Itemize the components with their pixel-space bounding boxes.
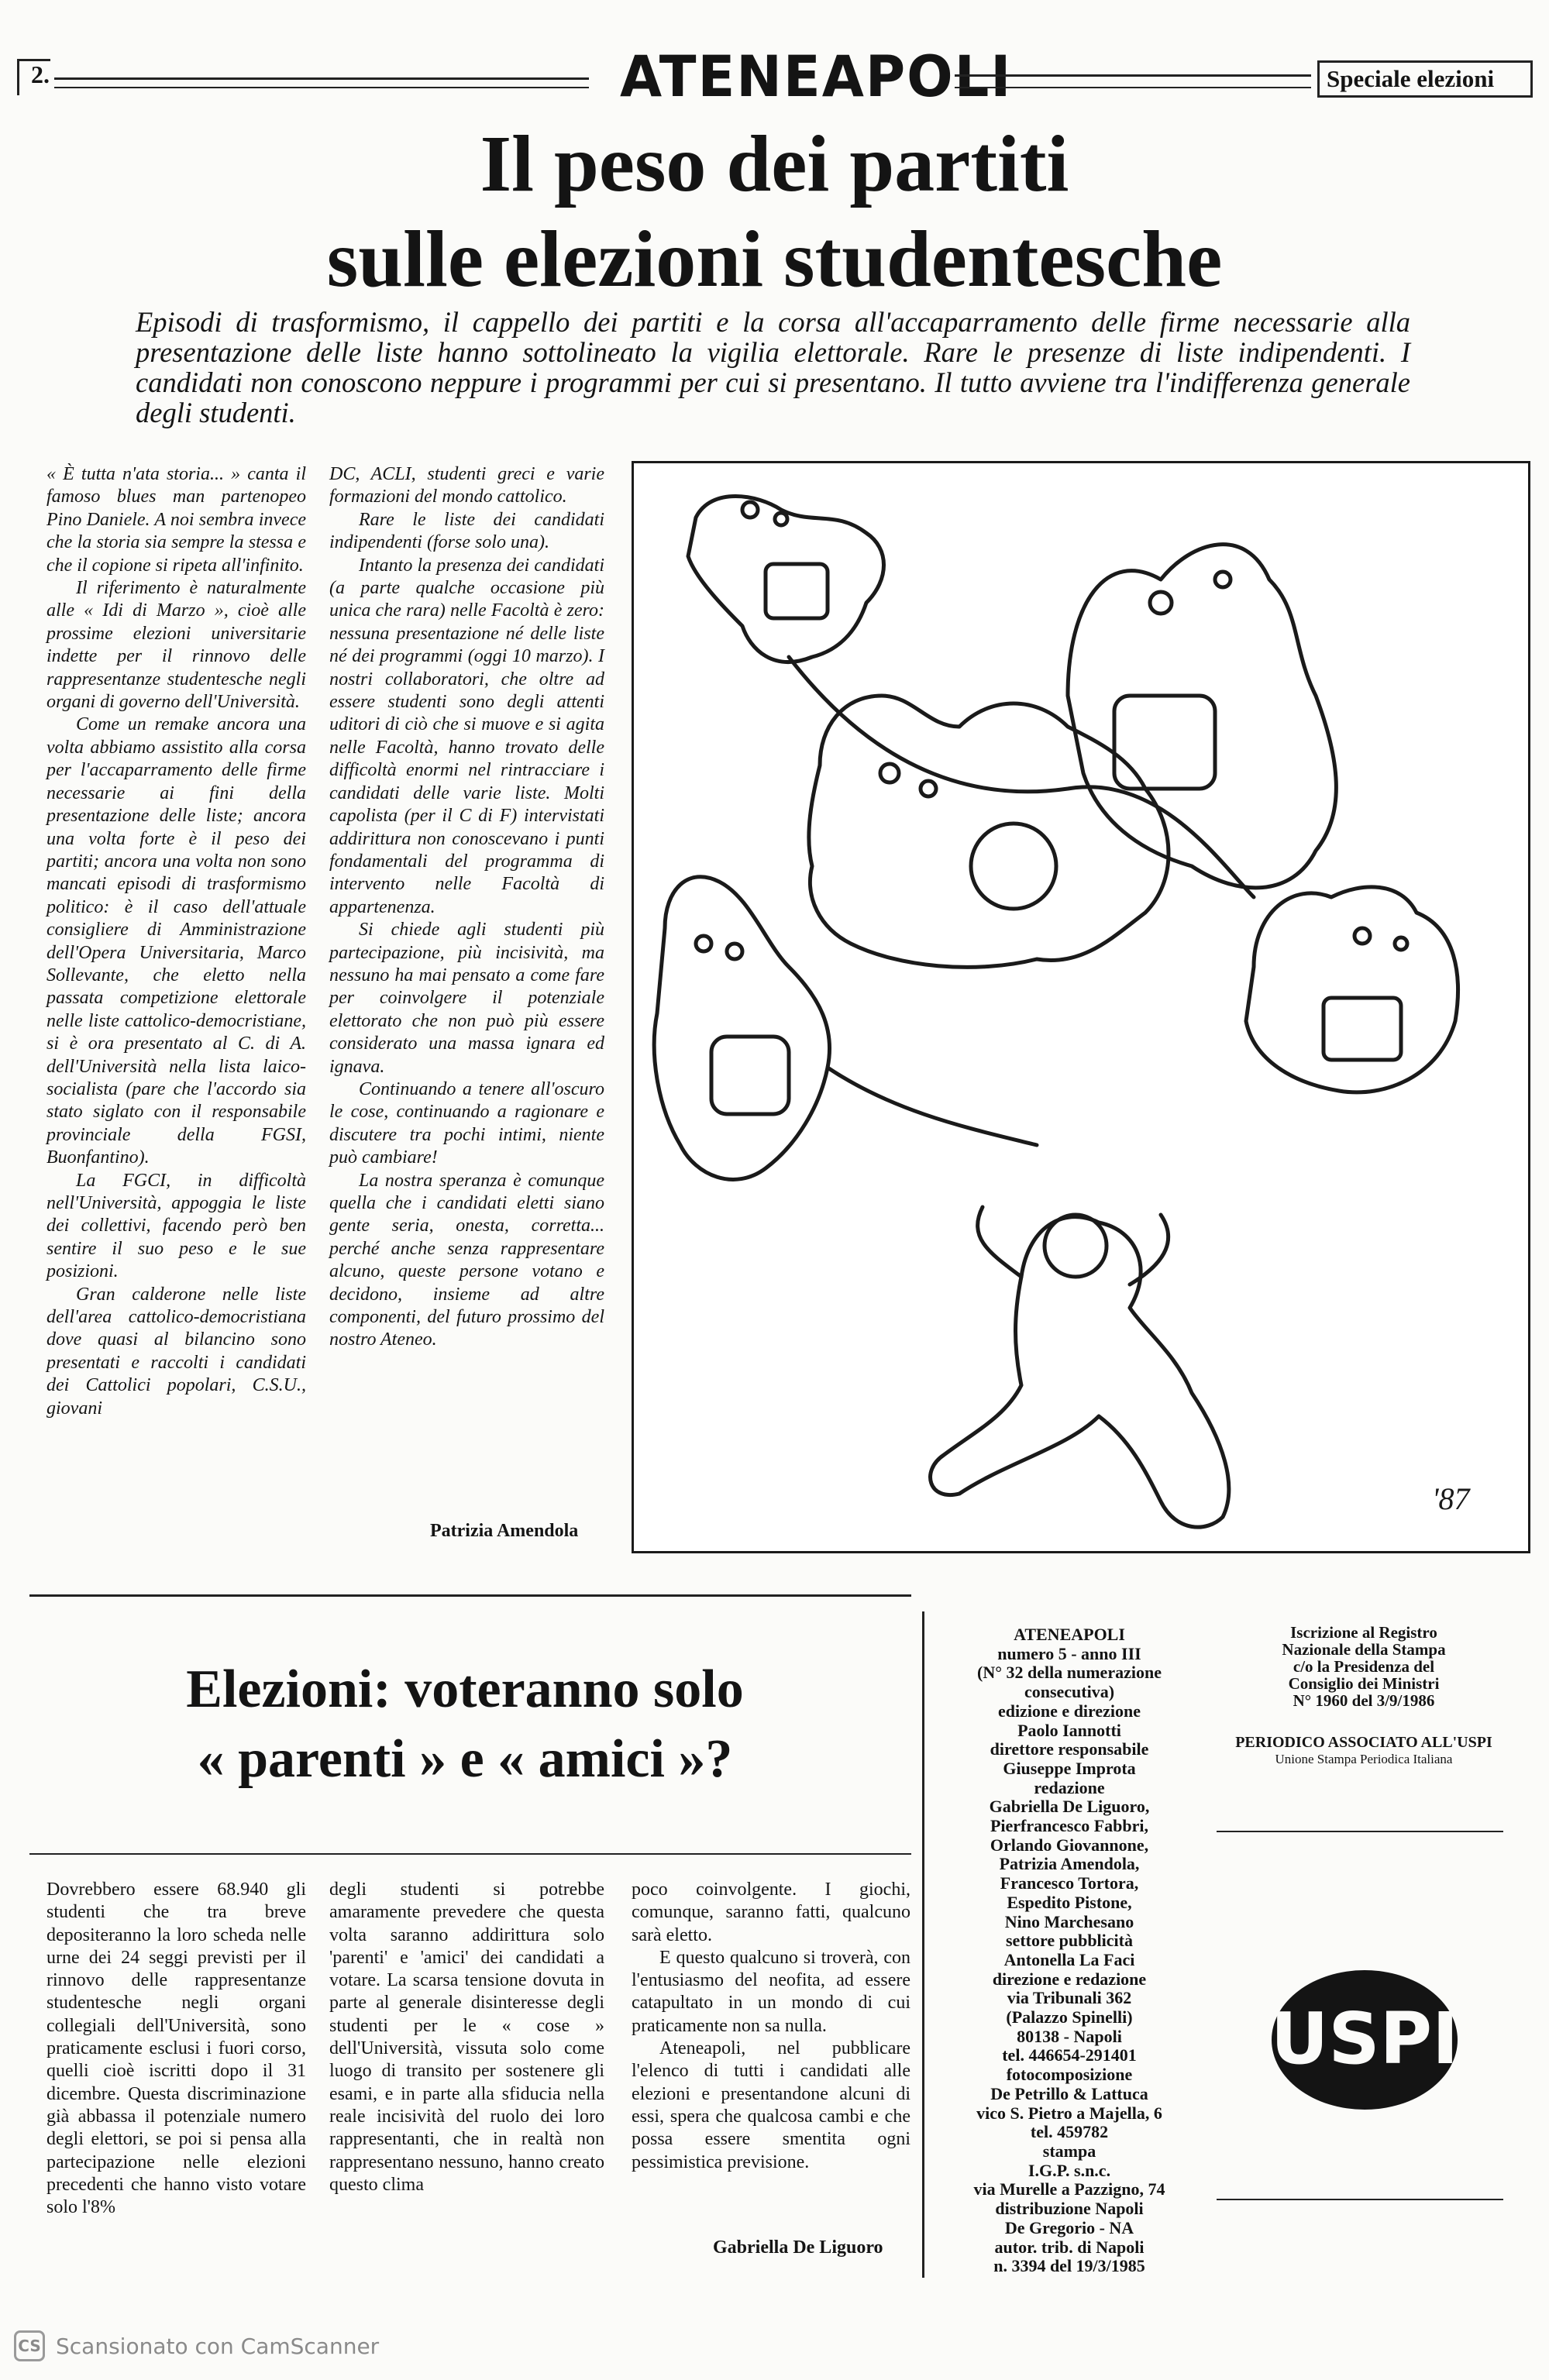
running-man-figure (931, 1217, 1229, 1527)
article2-byline: Gabriella De Liguoro (713, 2237, 883, 2258)
masthead-rule-left-2 (54, 87, 589, 88)
colophon-line: I.G.P. s.n.c. (1028, 2160, 1111, 2180)
article1-byline: Patrizia Amendola (430, 1521, 579, 1541)
colophon-line: settore pubblicità (1006, 1931, 1133, 1951)
colophon-line: Giuseppe Improta (1003, 1758, 1136, 1778)
registration-line: Nazionale della Stampa (1282, 1640, 1446, 1659)
camscanner-icon: CS (14, 2330, 45, 2361)
paragraph: Il riferimento è naturalmente alle « Idi di Marzo », cioè alle prossime elezioni universitarie indette per il rinnovo delle rappresentanze studentesche negli organi di governo dell'Università. (46, 578, 306, 713)
ghost-shape (1068, 545, 1336, 888)
colophon-line: distribuzione Napoli (995, 2199, 1144, 2219)
paragraph: La nostra speranza è comunque quella che i candidati eletti siano gente seria, onesta, corretta... perché anche senza rappresentare alcuno, queste persone votano e decidono, insieme ad altre componenti, del futuro prossimo del nostro Ateneo. (329, 1170, 604, 1350)
uspi-logo (1268, 1966, 1461, 2113)
paragraph: Come un remake ancora una volta abbiamo assistito alla corsa per l'accaparramento delle firme necessarie ai fini della presentazione delle liste; ancora una volta forte è il peso dei partiti; ancora una volta non sono mancati episodi di trasformismo politico: è il caso dell'attuale consigliere di Amministrazione dell'Opera Universitaria, Marco Sollevante, che eletto nella passata competizione elettorale nelle liste cattolico-democristiane, si è ora presentato al C. di A. dell'Università nella lista laico-socialista (pare che l'accordo sia stato siglato con il responsabile provinciale della FGSI, Buonfantino). (46, 714, 306, 1168)
article2-rule (29, 1853, 911, 1855)
colophon-line: Patrizia Amendola, (999, 1854, 1140, 1874)
registration-line: c/o la Presidenza del (1293, 1657, 1435, 1676)
colophon-line: redazione (1034, 1777, 1105, 1797)
colophon-line: 80138 - Napoli (1017, 2026, 1122, 2046)
article2-column-1 (46, 1879, 306, 2219)
right-rule-1 (1217, 1831, 1503, 1832)
paragraph: Rare le liste dei candidati indipendenti (forse solo una). (329, 509, 604, 553)
colophon-divider (922, 1611, 924, 2278)
colophon-line: fotocomposizione (1006, 2065, 1133, 2085)
article1-column-2 (329, 463, 604, 1352)
masthead-logo: ATENEAPOLI (620, 43, 1013, 111)
masthead-rule-right (955, 74, 1311, 77)
colophon-line: consecutiva) (1024, 1682, 1115, 1702)
colophon-line: De Gregorio - NA (1004, 2217, 1134, 2237)
ghost-shape (654, 877, 829, 1180)
registration-line: Consiglio dei Ministri (1288, 1674, 1440, 1693)
paragraph: Intanto la presenza dei candidati (a parte qualche occasione più unica che rara) nelle Facoltà è zero: nessuna presentazione né delle liste né dei programmi (oggi 10 marzo). I nostri collaboratori, che oltre ad essere studenti sono degli attenti uditori di ciò che si muove e si agita nelle Facoltà, hanno trovato delle difficoltà enormi nel rintracciare i candidati delle varie liste. Molti capolista (per il C di F) intervistati addirittura non conoscevano i punti fondamentali del programma di intervento nelle Facoltà di appartenenza. (329, 555, 604, 917)
uspi-association-sub: Unione Stampa Periodica Italiana (1275, 1752, 1453, 1766)
colophon-line: Nino Marchesano (1004, 1911, 1134, 1931)
paragraph: DC, ACLI, studenti greci e varie formazioni del mondo cattolico. (329, 464, 604, 507)
paragraph: Gran calderone nelle liste dell'area cattolico-democristiana dove quasi al bilancino sono presentati e raccolti i candidati dei Cattolici popolari, C.S.U., giovani (46, 1284, 306, 1419)
masthead-rule-right-2 (955, 87, 1311, 88)
colophon-line: direzione e redazione (992, 1969, 1147, 1989)
article2-column-2 (329, 1879, 604, 2196)
article1-column-1 (46, 463, 306, 1420)
colophon-line: Orlando Giovannone, (990, 1835, 1149, 1855)
colophon-line: autor. trib. di Napoli (994, 2237, 1145, 2257)
standfirst: Episodi di trasformismo, il cappello dei partiti e la corsa all'accaparramento delle firme necessarie alla presentazione delle liste hanno sottolineato la vigilia elettorale. Rare le presenze di liste indipendenti. I candidati non conoscono neppure i programmi per cui si presentano. Il tutto avviene tra l'indifferenza generale degli studenti. (136, 306, 1410, 428)
colophon-line: direttore responsabile (990, 1739, 1149, 1759)
registration-line: N° 1960 del 3/9/1986 (1293, 1691, 1435, 1710)
colophon-line: De Petrillo & Lattuca (990, 2083, 1148, 2103)
right-rule-2 (1217, 2199, 1503, 2200)
paragraph: poco coinvolgente. I giochi, comunque, saranno fatti, qualcuno sarà eletto. (632, 1880, 910, 1945)
colophon-line: vico S. Pietro a Majella, 6 (976, 2103, 1162, 2123)
camscanner-label: Scansionato con CamScanner (56, 2334, 380, 2359)
colophon-line: Espedito Pistone, (1007, 1892, 1132, 1912)
paragraph: « È tutta n'ata storia... » canta il famoso blues man partenopeo Pino Daniele. A noi sembra invece che la storia sia sempre la stessa e che il copione si ripeta all'infinito. (46, 464, 306, 576)
colophon-line: edizione e direzione (997, 1701, 1141, 1721)
colophon-line: stampa (1042, 2141, 1096, 2161)
headline-line-2: sulle elezioni studentesche (326, 215, 1223, 304)
colophon-line: ATENEAPOLI (1014, 1625, 1125, 1644)
colophon-line: (Palazzo Spinelli) (1006, 2007, 1133, 2027)
colophon-line: (N° 32 della numerazione (977, 1663, 1162, 1683)
colophon-line: tel. 459782 (1030, 2122, 1109, 2142)
article2-headline-line-2: « parenti » e « amici »? (197, 1729, 733, 1789)
colophon-line: Pierfrancesco Fabbri, (990, 1816, 1149, 1836)
cartoon-drawing (634, 463, 1528, 1551)
uspi-association (1209, 1734, 1519, 1768)
paragraph: E questo qualcuno si troverà, con l'entusiasmo del neofita, ad essere catapultato in un mondo di cui praticamente non sa nulla. (632, 1947, 910, 2036)
colophon-line: Antonella La Faci (1003, 1949, 1135, 1969)
colophon-line: via Murelle a Pazzigno, 74 (973, 2179, 1165, 2199)
colophon-line: Francesco Tortora, (1000, 1873, 1139, 1893)
paragraph: La FGCI, in difficoltà nell'Università, appoggia le liste dei collettivi, facendo però ben sentire il suo peso e le sue posizioni. (46, 1170, 306, 1282)
article2-column-3 (632, 1879, 910, 2174)
section-divider (29, 1594, 911, 1597)
uspi-association-label: PERIODICO ASSOCIATO ALL'USPI (1235, 1734, 1492, 1751)
colophon-line: tel. 446654-291401 (1002, 2045, 1137, 2065)
uspi-logo-text: USPI (1270, 1997, 1459, 2080)
paragraph: degli studenti si potrebbe amaramente prevedere che questa volta saranno addirittura solo 'parenti' e 'amici' dei candidati a votare. La scarsa tensione dovuta in parte al generale disinteresse degli studenti per le « cose » dell'Università, vissuta solo come luogo di transito per sostenere gli esami, e in parte alla sfiducia nella reale incisività del ruolo dei loro rappresentanti, che in realtà non rappresentano nessuno, hanno creato questo clima (329, 1880, 604, 2195)
colophon (930, 1625, 1209, 2276)
registration-notice (1209, 1624, 1519, 1709)
paragraph: Continuando a tenere all'oscuro le cose, continuando a ragionare e discutere tra pochi intimi, niente può cambiare! (329, 1078, 604, 1168)
headline-line-1: Il peso dei partiti (480, 119, 1069, 208)
colophon-line: via Tribunali 362 (1007, 1988, 1132, 2008)
cartoon-illustration (632, 461, 1530, 1553)
cartoon-signature: '87 (1432, 1481, 1470, 1516)
colophon-line: Paolo Iannotti (1017, 1720, 1121, 1740)
colophon-line: numero 5 - anno III (997, 1643, 1141, 1663)
colophon-line: n. 3394 del 19/3/1985 (993, 2256, 1145, 2276)
paragraph: Ateneapoli, nel pubblicare l'elenco di tutti i candidati alle elezioni e presentandone alcuni di essi, spera che qualcosa cambi e che possa essere smentita ogni pessimistica previsione. (632, 2038, 910, 2172)
registration-line: Iscrizione al Registro (1290, 1623, 1437, 1642)
masthead-rule-left (54, 77, 589, 80)
colophon-line: Gabriella De Liguoro, (989, 1797, 1150, 1817)
section-label: Speciale elezioni (1327, 65, 1495, 92)
paragraph: Si chiede agli studenti più partecipazione, più incisività, ma nessuno ha mai pensato a come fare per coinvolgere il potenziale elettorato che non può più essere considerato una massa ignara ed ignava. (329, 920, 604, 1077)
paragraph: Dovrebbero essere 68.940 gli studenti che tra breve depositeranno la loro scheda nelle urne dei 24 seggi previsti per il rinnovo delle rappresentanze studentesche negli organi collegiali dell'Università, sono praticamente esclusi i fuori corso, quelli cioè iscritti dopo il 31 dicembre. Questa discriminazione già abbassa il potenziale numero degli elettori, se poi si pensa alla partecipazione nelle elezioni precedenti che hanno visto votare solo l'8% (46, 1880, 306, 2218)
page-number: 2. (31, 60, 50, 88)
article2-headline-line-1: Elezioni: voteranno solo (186, 1659, 744, 1719)
